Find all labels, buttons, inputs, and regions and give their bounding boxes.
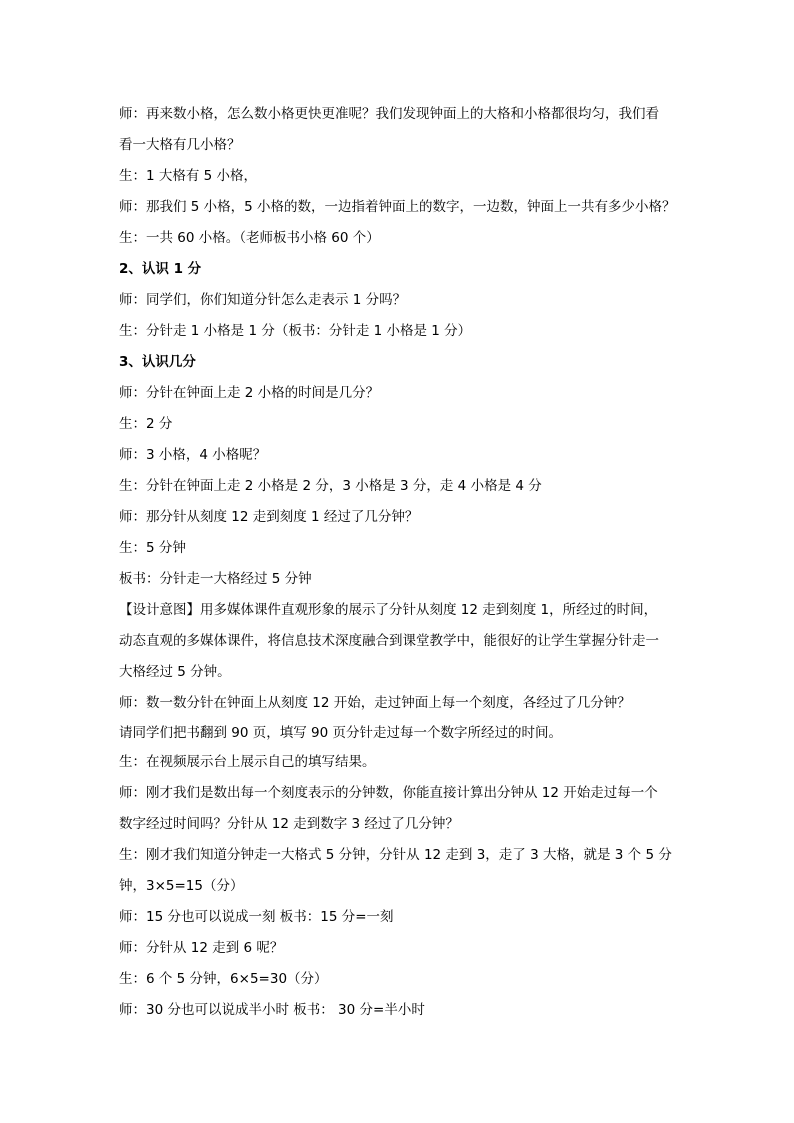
paragraph-line: 师：再来数小格，怎么数小格更快更准呢？我们发现钟面上的大格和小格都很均匀，我们看 xyxy=(119,106,659,122)
paragraph-line: 生：一共 60 小格。（老师板书小格 60 个） xyxy=(119,230,380,246)
paragraph-line: 师：数一数分针在钟面上从刻度 12 开始，走过钟面上每一个刻度，各经过了几分钟？ xyxy=(119,695,631,711)
paragraph-line: 生：2 分 xyxy=(119,416,173,432)
paragraph-line: 师：3 小格，4 小格呢？ xyxy=(119,447,267,463)
paragraph-line: 生：分针在钟面上走 2 小格是 2 分，3 小格是 3 分，走 4 小格是 4 分 xyxy=(119,478,542,494)
paragraph-line: 师：分针从 12 走到 6 呢？ xyxy=(119,940,284,956)
section-heading: 3、认识几分 xyxy=(119,354,196,370)
paragraph-line: 数字经过时间吗？分针从 12 走到数字 3 经过了几分钟？ xyxy=(119,816,459,832)
paragraph-line: 师：30 分也可以说成半小时 板书： 30 分=半小时 xyxy=(119,1002,425,1018)
paragraph-line: 生：分针走 1 小格是 1 分（板书：分针走 1 小格是 1 分） xyxy=(119,323,472,339)
paragraph-line: 师：那分针从刻度 12 走到刻度 1 经过了几分钟？ xyxy=(119,509,419,525)
paragraph-line: 生：5 分钟 xyxy=(119,540,186,556)
paragraph-line: 请同学们把书翻到 90 页，填写 90 页分针走过每一个数字所经过的时间。 xyxy=(119,725,563,741)
paragraph-line: 动态直观的多媒体课件，将信息技术深度融合到课堂教学中，能很好的让学生掌握分针走一 xyxy=(119,633,659,649)
paragraph-line: 师：同学们，你们知道分针怎么走表示 1 分吗？ xyxy=(119,292,407,308)
paragraph-line: 师：刚才我们是数出每一个刻度表示的分钟数，你能直接计算出分钟从 12 开始走过每一个 xyxy=(119,785,658,801)
paragraph-line: 生：6 个 5 分钟，6×5=30（分） xyxy=(119,971,328,987)
paragraph-line: 师：分针在钟面上走 2 小格的时间是几分？ xyxy=(119,385,380,401)
paragraph-line: 【设计意图】用多媒体课件直观形象的展示了分针从刻度 12 走到刻度 1，所经过的时间， xyxy=(119,602,658,618)
paragraph-line: 板书：分针走一大格经过 5 分钟 xyxy=(119,571,312,587)
document-body xyxy=(119,99,679,1026)
paragraph-line: 生：刚才我们知道分钟走一大格式 5 分钟，分针从 12 走到 3，走了 3 大格，就是 3 个 5 分 xyxy=(119,847,672,863)
section-heading: 2、认识 1 分 xyxy=(119,261,202,277)
paragraph-line: 钟，3×5=15（分） xyxy=(119,878,244,894)
paragraph-line: 大格经过 5 分钟。 xyxy=(119,664,231,680)
paragraph-line: 生：在视频展示台上展示自己的填写结果。 xyxy=(119,754,376,770)
paragraph-line: 师：15 分也可以说成一刻 板书：15 分=一刻 xyxy=(119,909,394,925)
paragraph-line: 看一大格有几小格？ xyxy=(119,137,241,153)
paragraph-line: 师：那我们 5 小格，5 小格的数，一边指着钟面上的数字，一边数，钟面上一共有多少小格？ xyxy=(119,199,676,215)
paragraph-line: 生：1 大格有 5 小格， xyxy=(119,168,258,184)
